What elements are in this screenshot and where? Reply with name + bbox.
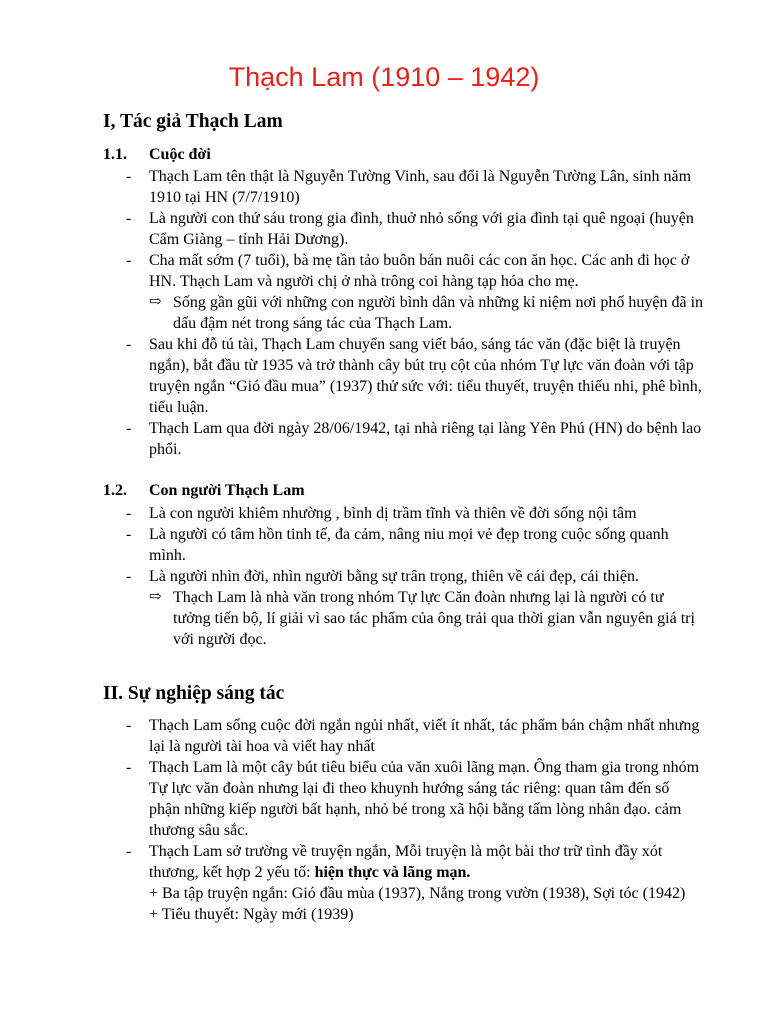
arrow-item-text: Sống gần gũi với những con người bình dân và những kỉ niệm nơi phố huyện đã in dấu đậm nét trong sáng tác của Thạch Lam. — [173, 294, 704, 332]
section-heading-career: II. Sự nghiệp sáng tác — [103, 683, 285, 704]
dash-bullet: - — [126, 526, 132, 543]
list-item-text: Là con người khiêm nhường , bình dị trầm tĩnh và thiên về đời sống nội tâm — [149, 505, 637, 522]
dash-bullet: - — [126, 568, 132, 585]
list-item — [103, 503, 703, 524]
plus-sign: + — [149, 906, 159, 923]
page-title: Thạch Lam (1910 – 1942) — [228, 62, 540, 92]
person-list — [103, 503, 703, 650]
dash-bullet: - — [126, 168, 132, 185]
dash-bullet: - — [126, 252, 132, 269]
dash-bullet: - — [126, 420, 132, 437]
list-item — [103, 250, 703, 334]
subsection-heading-person — [103, 482, 305, 500]
list-item — [103, 757, 703, 841]
list-item-text: Thạch Lam sống cuộc đời ngắn ngủi nhất, viết ít nhất, tác phẩm bán chậm nhất nhưng lại là người tài hoa và viết hay nhất — [149, 717, 700, 755]
subsection-title: Con người Thạch Lam — [149, 482, 305, 499]
list-item-text: Thạch Lam là một cây bút tiêu biểu của văn xuôi lãng mạn. Ông tham gia trong nhóm Tự lực văn đoàn nhưng lại đi theo khuynh hướng sáng tác riêng: quan tâm đến số phận những kiếp người bất hạnh, nhỏ bé trong xã hội bằng tấm lòng nhân đạo. cảm thương sâu sắc. — [149, 759, 700, 839]
list-item — [103, 715, 703, 757]
life-list — [103, 166, 703, 460]
section-heading-author: I, Tác giả Thạch Lam — [103, 111, 283, 132]
arrow-item — [149, 587, 703, 650]
list-item-text: Là người có tâm hồn tinh tế, đa cảm, nâng niu mọi vẻ đẹp trong cuộc sống quanh mình. — [149, 526, 669, 564]
subsection-number: 1.1. — [103, 146, 127, 163]
works-novel — [149, 904, 703, 925]
subsection-number: 1.2. — [103, 482, 127, 499]
list-item-text: Là người nhìn đời, nhìn người bằng sự trân trọng, thiên về cái đẹp, cái thiện. — [149, 568, 639, 585]
emphasis-text: hiện thực và lãng mạn. — [314, 864, 471, 881]
dash-bullet: - — [126, 210, 132, 227]
list-item-text: Là người con thứ sáu trong gia đình, thuở nhỏ sống với gia đình tại quê ngoại (huyện Cẩm Giàng – tỉnh Hải Dương). — [149, 210, 694, 248]
novel-text: Tiểu thuyết: Ngày mới (1939) — [158, 906, 354, 923]
dash-bullet: - — [126, 505, 132, 522]
arrow-item-text: Thạch Lam là nhà văn trong nhóm Tự lực Căn đoàn nhưng lại là người có tư tưởng tiến bộ, lí giải vì sao tác phẩm của ông trải qua thời gian vẫn nguyên giá trị với người đọc. — [173, 589, 695, 648]
list-item — [103, 524, 703, 566]
dash-bullet: - — [126, 759, 132, 776]
list-item — [103, 166, 703, 208]
arrow-sublist — [149, 587, 703, 650]
short-stories-text: Ba tập truyện ngắn: Gió đầu mùa (1937), Nắng trong vườn (1938), Sợi tóc (1942) — [158, 885, 686, 902]
list-item — [103, 841, 703, 925]
list-item — [103, 566, 703, 650]
dash-bullet: - — [126, 336, 132, 353]
list-item-text: Sau khi đỗ tú tài, Thạch Lam chuyển sang viết báo, sáng tác văn (đặc biệt là truyện ngắn), bắt đầu từ 1935 và trở thành cây bút trụ cột của nhóm Tự lực văn đoàn với tập truyện ngắn “Gió đầu mua” (1937) thử sức với: tiểu thuyết, truyện thiếu nhi, phê bình, tiểu luận. — [149, 336, 702, 416]
dash-bullet: - — [126, 717, 132, 734]
works-short-stories — [149, 883, 703, 904]
arrow-icon: ⇨ — [149, 589, 162, 605]
subsection-heading-life — [103, 146, 211, 164]
plus-sign: + — [149, 885, 159, 902]
dash-bullet: - — [126, 843, 132, 860]
arrow-item — [149, 292, 703, 334]
list-item — [103, 208, 703, 250]
career-list — [103, 715, 703, 925]
list-item-text: Thạch Lam qua đời ngày 28/06/1942, tại nhà riêng tại làng Yên Phú (HN) do bệnh lao phổi. — [149, 420, 702, 458]
subsection-title: Cuộc đời — [149, 146, 211, 163]
list-item-text: Thạch Lam tên thật là Nguyễn Tường Vinh, sau đổi là Nguyễn Tường Lân, sinh năm 1910 tại HN (7/7/1910) — [149, 168, 692, 206]
list-item — [103, 418, 703, 460]
list-item-text: Cha mất sớm (7 tuổi), bà mẹ tần tảo buôn bán nuôi các con ăn học. Các anh đi học ở HN. Thạch Lam và người chị ở nhà trông coi hàng tạp hóa cho mẹ. — [149, 252, 690, 290]
arrow-icon: ⇨ — [149, 294, 162, 310]
list-item-text: Thạch Lam sở trường về truyện ngắn, Mỗi truyện là một bài thơ trữ tình đầy xót thương, kết hợp 2 yếu tố: — [149, 843, 663, 881]
list-item — [103, 334, 703, 418]
arrow-sublist — [149, 292, 703, 334]
